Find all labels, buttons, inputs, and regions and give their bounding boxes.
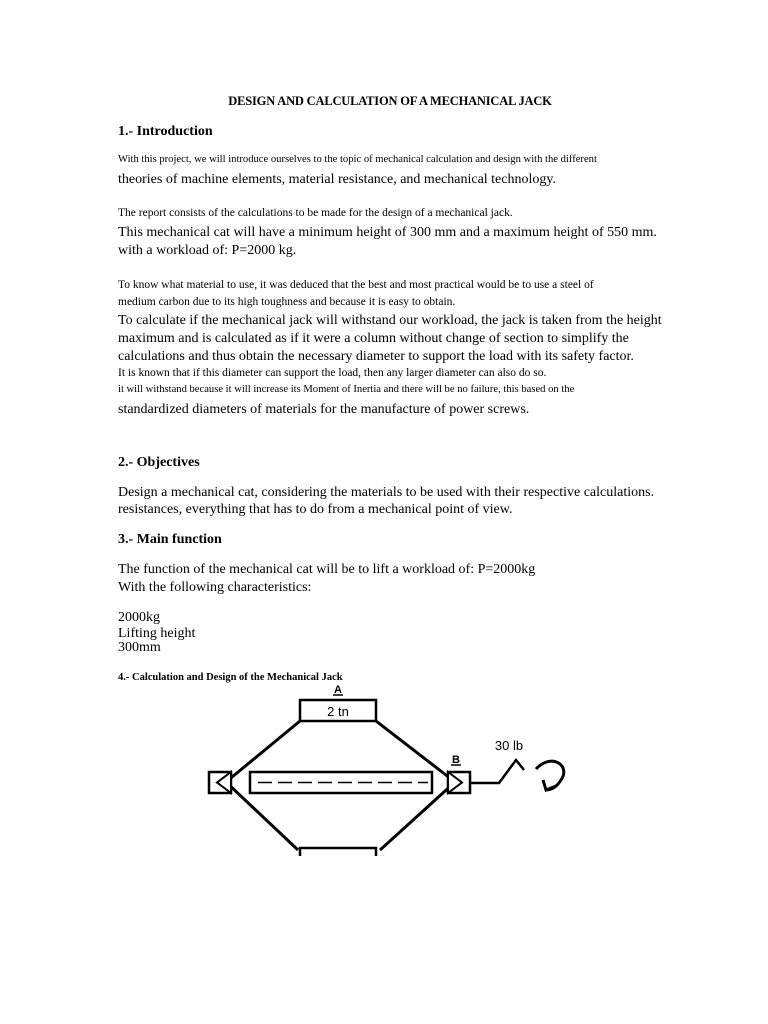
objectives-line-1: Design a mechanical cat, considering the materials to be used with their respective calculations. [118, 485, 655, 500]
load-label: 2 tn [327, 704, 349, 719]
main-function-line-3: 2000kg [118, 610, 160, 625]
heading-main-function: 3.- Main function [118, 532, 222, 547]
intro-line-10: calculations and thus obtain the necessary diameter to support the load with its safety factor. [118, 349, 634, 364]
heading-calculation: 4.- Calculation and Design of the Mechanical Jack [118, 672, 343, 683]
bottom-base-box [300, 848, 376, 856]
intro-line-13: standardized diameters of materials for the manufacture of power screws. [118, 402, 530, 417]
crank-handle [470, 760, 524, 783]
jack-diagram [0, 680, 768, 856]
intro-line-1: With this project, we will introduce ourselves to the topic of mechanical calculation and design with the different [118, 154, 597, 165]
rotation-arrow-icon [536, 761, 564, 790]
heading-objectives: 2.- Objectives [118, 455, 200, 470]
main-function-line-5: 300mm [118, 640, 161, 655]
intro-line-5: with a workload of: P=2000 kg. [118, 243, 297, 258]
force-label: 30 lb [494, 738, 524, 753]
intro-line-12: it will withstand because it will increase its Moment of Inertia and there will be no failure, this based on the [118, 384, 575, 395]
intro-line-9: maximum and is calculated as if it were a column without change of section to simplify the [118, 331, 629, 346]
intro-line-8: To calculate if the mechanical jack will withstand our workload, the jack is taken from the height [118, 313, 662, 328]
intro-line-6: To know what material to use, it was deduced that the best and most practical would be to use a steel of [118, 279, 594, 291]
intro-line-4: This mechanical cat will have a minimum height of 300 mm and a maximum height of 550 mm. [118, 225, 657, 240]
label-a: A [334, 684, 342, 696]
intro-line-2: theories of machine elements, material resistance, and mechanical technology. [118, 172, 556, 187]
intro-line-3: The report consists of the calculations to be made for the design of a mechanical jack. [118, 207, 513, 219]
heading-introduction: 1.- Introduction [118, 124, 213, 139]
label-b: B [452, 754, 460, 766]
main-function-line-2: With the following characteristics: [118, 580, 312, 595]
document-title: DESIGN AND CALCULATION OF A MECHANICAL JACK [228, 94, 552, 108]
main-function-line-4: Lifting height [118, 626, 196, 641]
objectives-line-2: resistances, everything that has to do from a mechanical point of view. [118, 502, 513, 517]
intro-line-11: It is known that if this diameter can support the load, then any larger diameter can also do so. [118, 367, 547, 379]
intro-line-7: medium carbon due to its high toughness and because it is easy to obtain. [118, 296, 456, 308]
main-function-line-1: The function of the mechanical cat will be to lift a workload of: P=2000kg [118, 562, 536, 577]
